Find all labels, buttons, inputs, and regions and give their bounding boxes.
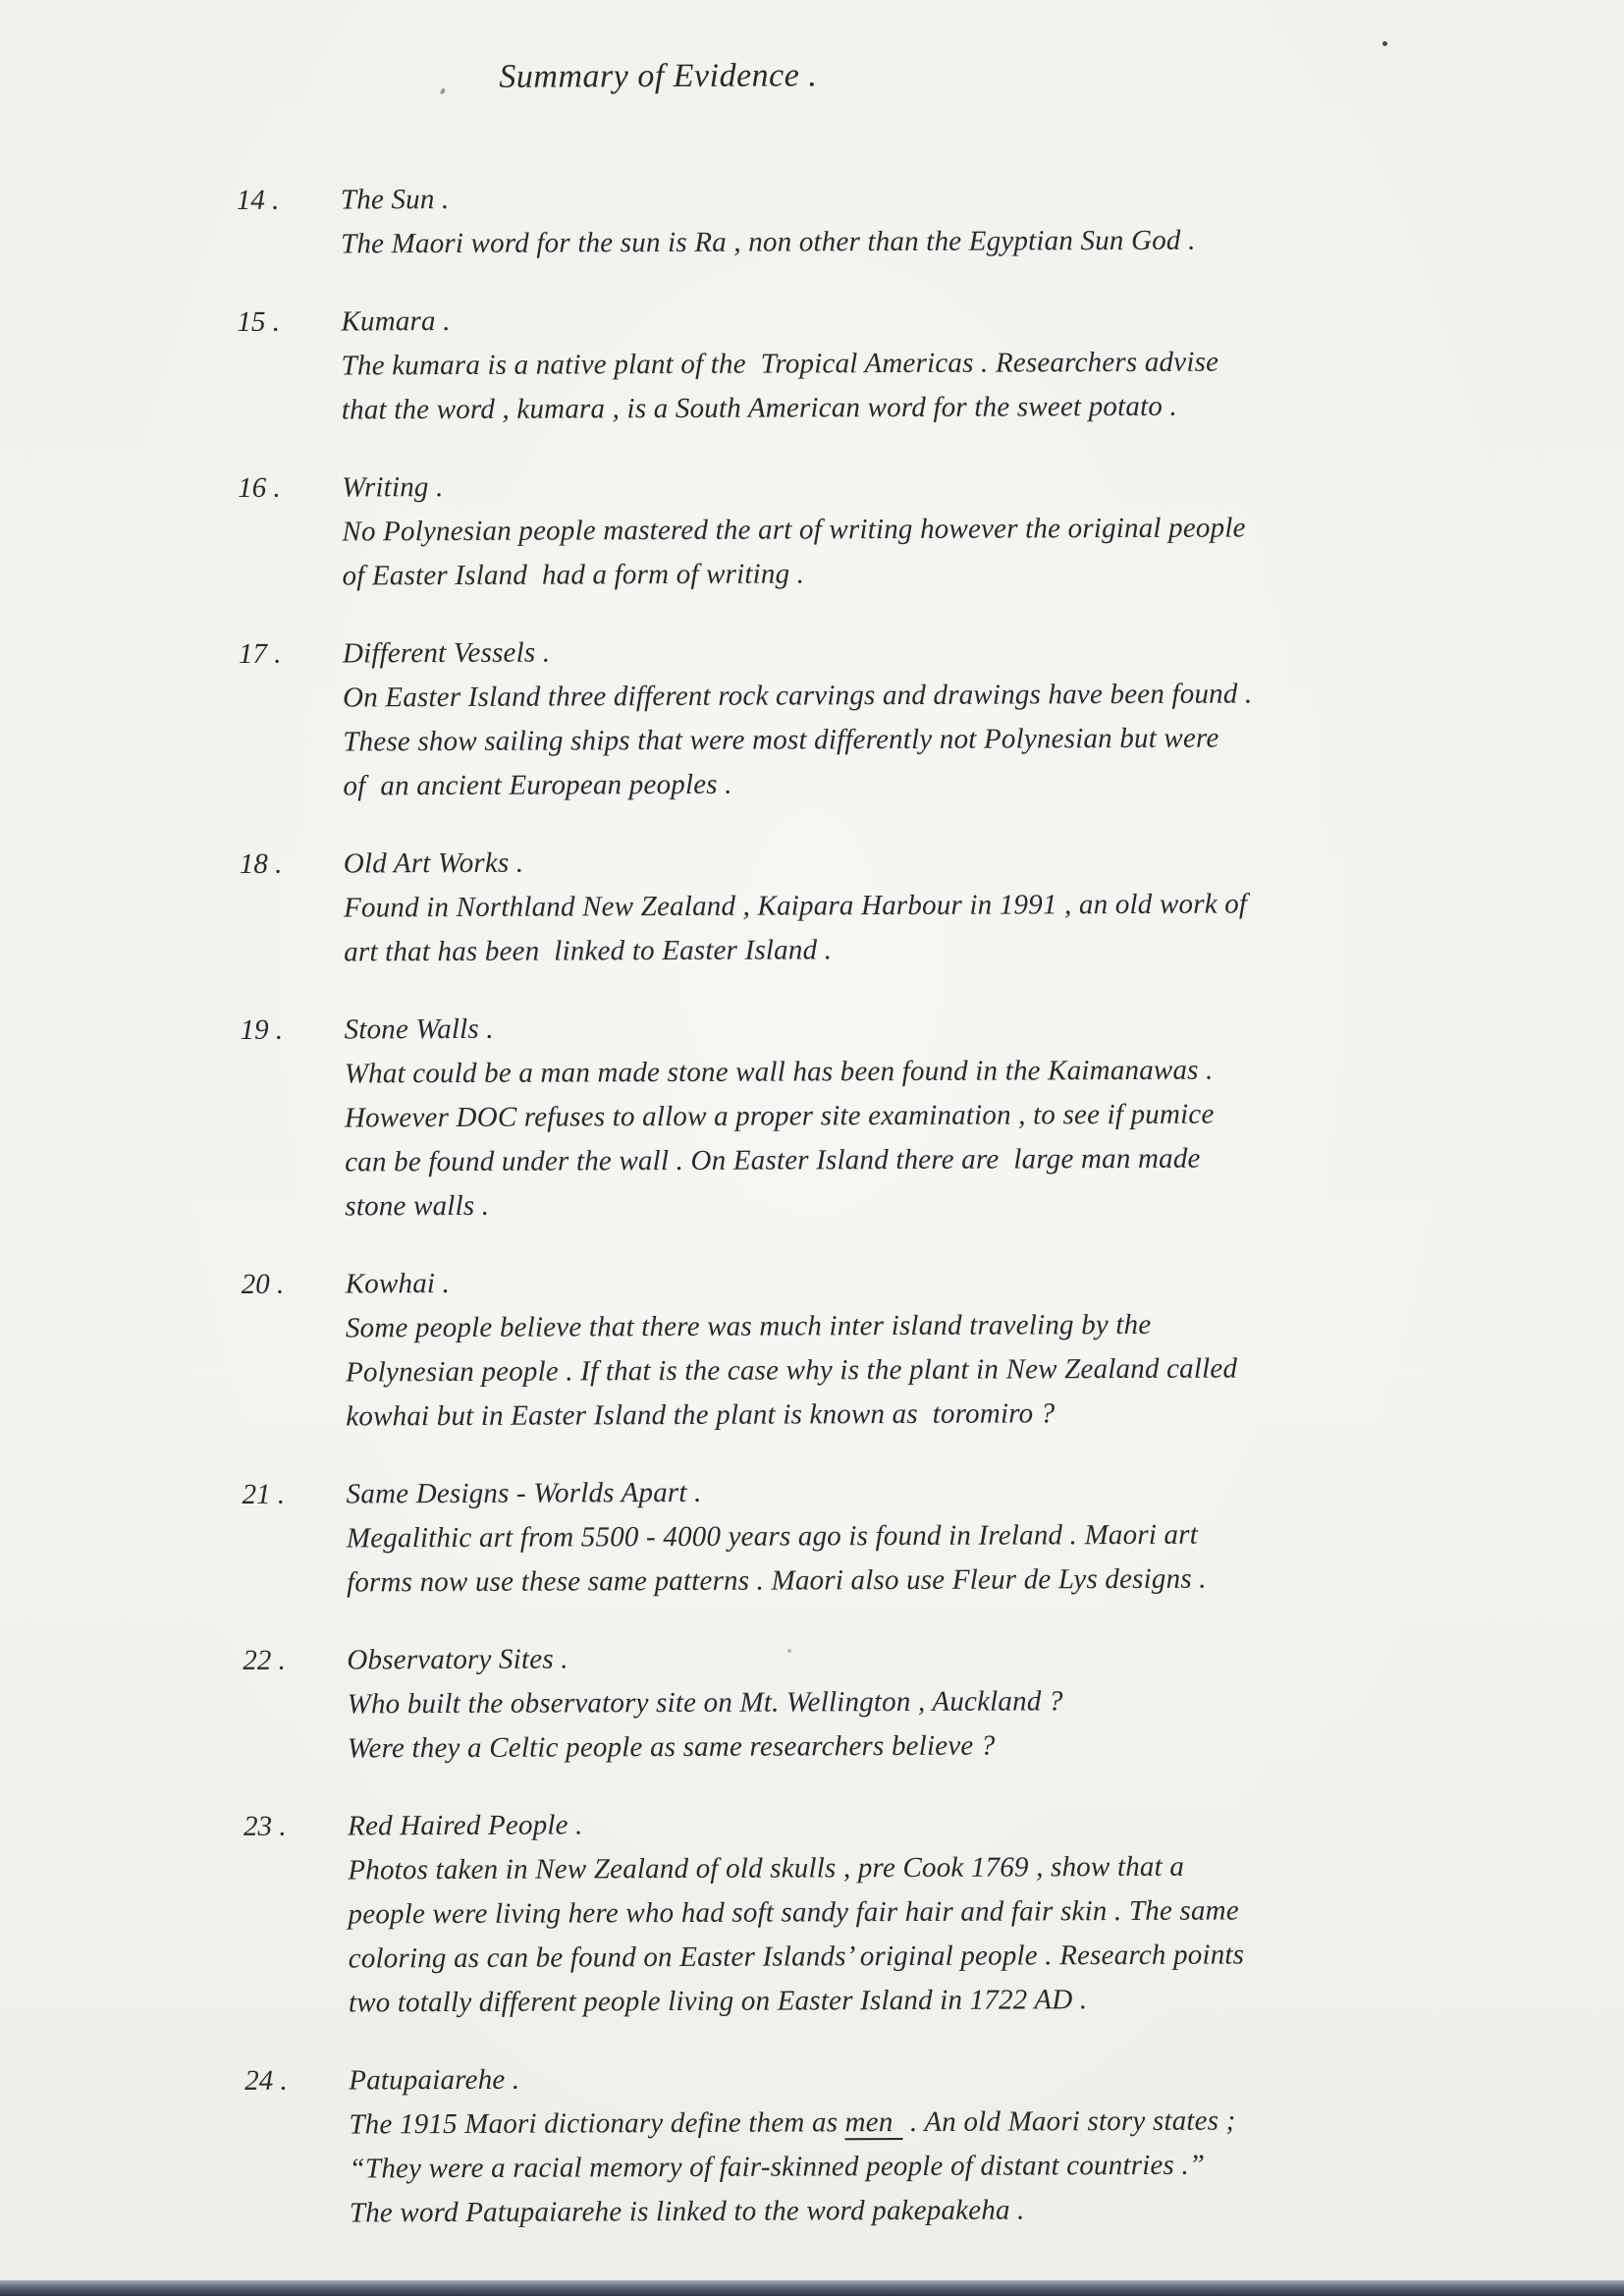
item-number: 17 .: [238, 637, 282, 670]
item-content: [344, 837, 1511, 974]
item-content: [349, 2053, 1516, 2235]
item-number: 19 .: [240, 1013, 284, 1046]
item-text-line: The word Patupaiarehe is linked to the word pakepakeha .: [349, 2194, 1025, 2229]
item-text-line: of an ancient European peoples .: [343, 768, 732, 802]
item-text-line: Were they a Celtic people as same researchers believe ?: [347, 1729, 996, 1765]
item-title: Stone Walls .: [344, 1012, 494, 1046]
item-text-line: art that has been linked to Easter Island .: [344, 934, 833, 968]
item-text-line: Megalithic art from 5500 - 4000 years ago is found in Ireland . Maori art: [346, 1518, 1199, 1555]
item-number: 21 .: [242, 1478, 286, 1510]
item-text-line: No Polynesian people mastered the art of writing however the original people: [342, 512, 1246, 548]
item-text-line: Some people believe that there was much inter island traveling by the: [345, 1308, 1152, 1344]
item-title: Observatory Sites .: [347, 1643, 568, 1676]
item-content: [347, 1633, 1514, 1771]
underlined-word: men: [845, 2106, 903, 2140]
scan-bottom-edge: [0, 2280, 1624, 2296]
line-segment: . An old Maori story states ;: [902, 2105, 1236, 2139]
evidence-item-21: [243, 1467, 1514, 1606]
item-content: [347, 1467, 1514, 1605]
item-text-line: Polynesian people . If that is the case why is the plant in New Zealand called: [346, 1352, 1238, 1389]
item-number: 18 .: [239, 847, 283, 880]
item-number: 24 .: [244, 2064, 288, 2097]
item-title: Same Designs - Worlds Apart .: [346, 1476, 702, 1510]
item-text-line: These show sailing ships that were most differently not Polynesian but were: [343, 722, 1219, 758]
item-number: 20 .: [241, 1268, 285, 1300]
item-text-line: coloring as can be found on Easter Islands’ original people . Research points: [348, 1939, 1245, 1975]
item-text-line: The Maori word for the sun is Ra , non other than the Egyptian Sun God .: [341, 224, 1196, 260]
item-text-line: [349, 2098, 1515, 2147]
scan-speck: [787, 1649, 791, 1653]
evidence-item-15: [237, 295, 1508, 433]
item-content: [348, 1799, 1515, 2025]
evidence-item-17: [239, 627, 1510, 809]
item-content: [343, 627, 1510, 808]
item-content: [341, 173, 1507, 266]
item-content: [346, 1257, 1513, 1439]
item-text-line: What could be a man made stone wall has been found in the Kaimanawas .: [344, 1054, 1214, 1090]
item-title: Kumara .: [341, 305, 451, 338]
item-text-line: However DOC refuses to allow a proper site examination , to see if pumice: [344, 1098, 1215, 1134]
item-text-line: “They were a racial memory of fair-skinned people of distant countries .”: [349, 2149, 1206, 2185]
item-content: [342, 461, 1509, 598]
item-number: 16 .: [238, 471, 281, 504]
item-text-line: stone walls .: [345, 1189, 490, 1223]
item-number: 23 .: [244, 1810, 287, 1842]
item-title: Old Art Works .: [343, 847, 524, 880]
item-text-line: The kumara is a native plant of the Tropical Americas . Researchers advise: [341, 346, 1219, 382]
evidence-item-22: [243, 1633, 1514, 1772]
item-content: [341, 295, 1508, 432]
item-title: Kowhai .: [345, 1268, 451, 1300]
item-title: Different Vessels .: [342, 636, 551, 670]
evidence-item-24: [244, 2053, 1516, 2236]
item-text-line: forms now use these same patterns . Maori also use Fleur de Lys designs .: [346, 1562, 1207, 1599]
item-title: The Sun .: [340, 184, 450, 216]
scan-speck: [1382, 41, 1387, 46]
item-number: 14 .: [236, 184, 280, 216]
evidence-item-19: [240, 1003, 1511, 1230]
evidence-item-23: [244, 1799, 1515, 2026]
item-title: Writing .: [342, 471, 444, 504]
item-text-line: kowhai but in Easter Island the plant is known as toromiro ?: [346, 1397, 1056, 1433]
line-segment: The 1915 Maori dictionary define them as: [349, 2106, 845, 2141]
item-text-line: On Easter Island three different rock carvings and drawings have been found .: [343, 678, 1253, 714]
item-text-line: Found in Northland New Zealand , Kaipara Harbour in 1991 , an old work of: [343, 888, 1248, 924]
item-number: 22 .: [243, 1644, 286, 1676]
evidence-item-16: [238, 461, 1509, 599]
item-text-line: can be found under the wall . On Easter Island there are large man made: [345, 1142, 1201, 1178]
item-text-line: people were living here who had soft sandy fair hair and fair skin . The same: [348, 1894, 1239, 1931]
item-text-line: Who built the observatory site on Mt. Wellington , Auckland ?: [347, 1685, 1063, 1721]
evidence-item-14: [237, 173, 1507, 267]
page-title: Summary of Evidence .: [499, 57, 818, 95]
item-content: [344, 1003, 1511, 1229]
item-text-line: two totally different people living on Easter Island in 1722 AD .: [348, 1984, 1088, 2019]
item-title: Patupaiarehe .: [349, 2063, 520, 2097]
item-title: Red Haired People .: [348, 1809, 583, 1842]
evidence-item-18: [240, 837, 1511, 975]
evidence-item-20: [242, 1257, 1513, 1440]
item-text-line: that the word , kumara , is a South American word for the sweet potato .: [341, 390, 1177, 426]
item-text-line: of Easter Island had a form of writing .: [342, 558, 805, 592]
item-text-line: Photos taken in New Zealand of old skulls , pre Cook 1769 , show that a: [348, 1850, 1185, 1886]
item-number: 15 .: [237, 305, 281, 338]
